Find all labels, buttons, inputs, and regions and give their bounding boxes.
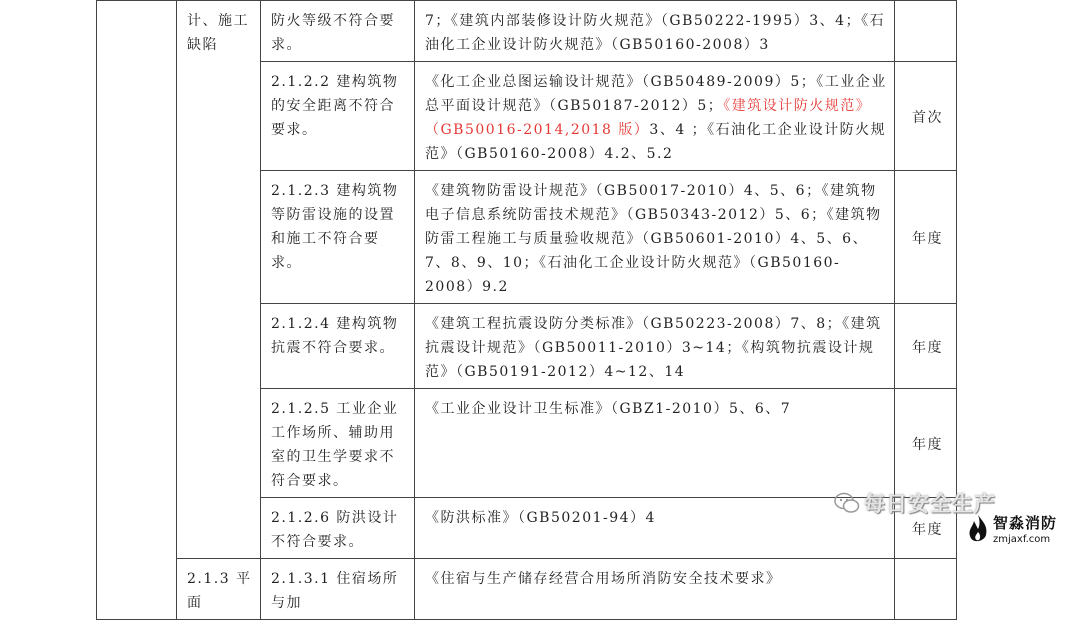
logo-url: zmjaxf.com [993, 534, 1051, 545]
category-cell [97, 1, 177, 620]
frequency-cell [895, 559, 957, 620]
frequency-cell: 年度 [895, 171, 957, 304]
watermark-text: 每日安全生产 [864, 492, 996, 516]
frequency-cell: 年度 [895, 498, 957, 559]
basis-cell: 7；《建筑内部装修设计防火规范》（GB50222-1995）3、4；《石油化工企业设计防火规范》（GB50160-2008）3 [415, 1, 895, 62]
basis-cell [415, 62, 895, 171]
flame-logo-icon [965, 514, 991, 546]
basis-cell: 《住宿与生产储存经营合用场所消防安全技术要求》 [415, 559, 895, 620]
logo-name: 智淼消防 [993, 514, 1058, 532]
basis-cell: 《工业企业设计卫生标准》（GBZ1-2010）5、6、7 [415, 389, 895, 498]
basis-text: 3、4 ；《石油化工企业设计防火规范》（GB50160-2008）4.2、5.2 [425, 122, 887, 162]
highlighted-standard: 《建筑设计防火规范》（GB50016-2014,2018 版） [425, 98, 872, 138]
table-row [97, 559, 957, 620]
basis-text: 《化工企业总图运输设计规范》（GB50489-2009）5；《工业企业总平面设计规范》（GB50187-2012）5； [425, 74, 887, 114]
standards-table [96, 0, 957, 620]
brand-logo [965, 512, 1077, 552]
item-cell: 2.1.2.6 防洪设计不符合要求。 [261, 498, 415, 559]
section-cell: 2.1.3 平面 [177, 559, 261, 620]
table-row [97, 1, 957, 62]
frequency-cell: 年度 [895, 304, 957, 389]
item-cell: 2.1.3.1 住宿场所与加 [261, 559, 415, 620]
item-cell: 2.1.2.4 建构筑物抗震不符合要求。 [261, 304, 415, 389]
section-cell: 计、施工缺陷 [177, 1, 261, 559]
basis-cell: 《防洪标准》（GB50201-94）4 [415, 498, 895, 559]
frequency-cell: 年度 [895, 389, 957, 498]
item-cell: 2.1.2.2 建构筑物的安全距离不符合要求。 [261, 62, 415, 171]
wechat-icon [834, 492, 860, 514]
frequency-cell: 首次 [895, 62, 957, 171]
frequency-cell [895, 1, 957, 62]
basis-cell: 《建筑物防雷设计规范》（GB50017-2010）4、5、6；《建筑物电子信息系统防雷技术规范》（GB50343-2012）5、6；《建筑物防雷工程施工与质量验收规范》（GB50601-2010）4、5、6、7、8、9、10；《石油化工企业设计防火规范》（GB50160-2008）9.2 [415, 171, 895, 304]
item-cell: 2.1.2.5 工业企业工作场所、辅助用室的卫生学要求不符合要求。 [261, 389, 415, 498]
item-cell: 2.1.2.3 建构筑物等防雷设施的设置和施工不符合要求。 [261, 171, 415, 304]
item-cell: 防火等级不符合要求。 [261, 1, 415, 62]
basis-cell: 《建筑工程抗震设防分类标准》（GB50223-2008）7、8；《建筑抗震设计规范》（GB50011-2010）3~14；《构筑物抗震设计规范》（GB50191-2012）4~12、14 [415, 304, 895, 389]
